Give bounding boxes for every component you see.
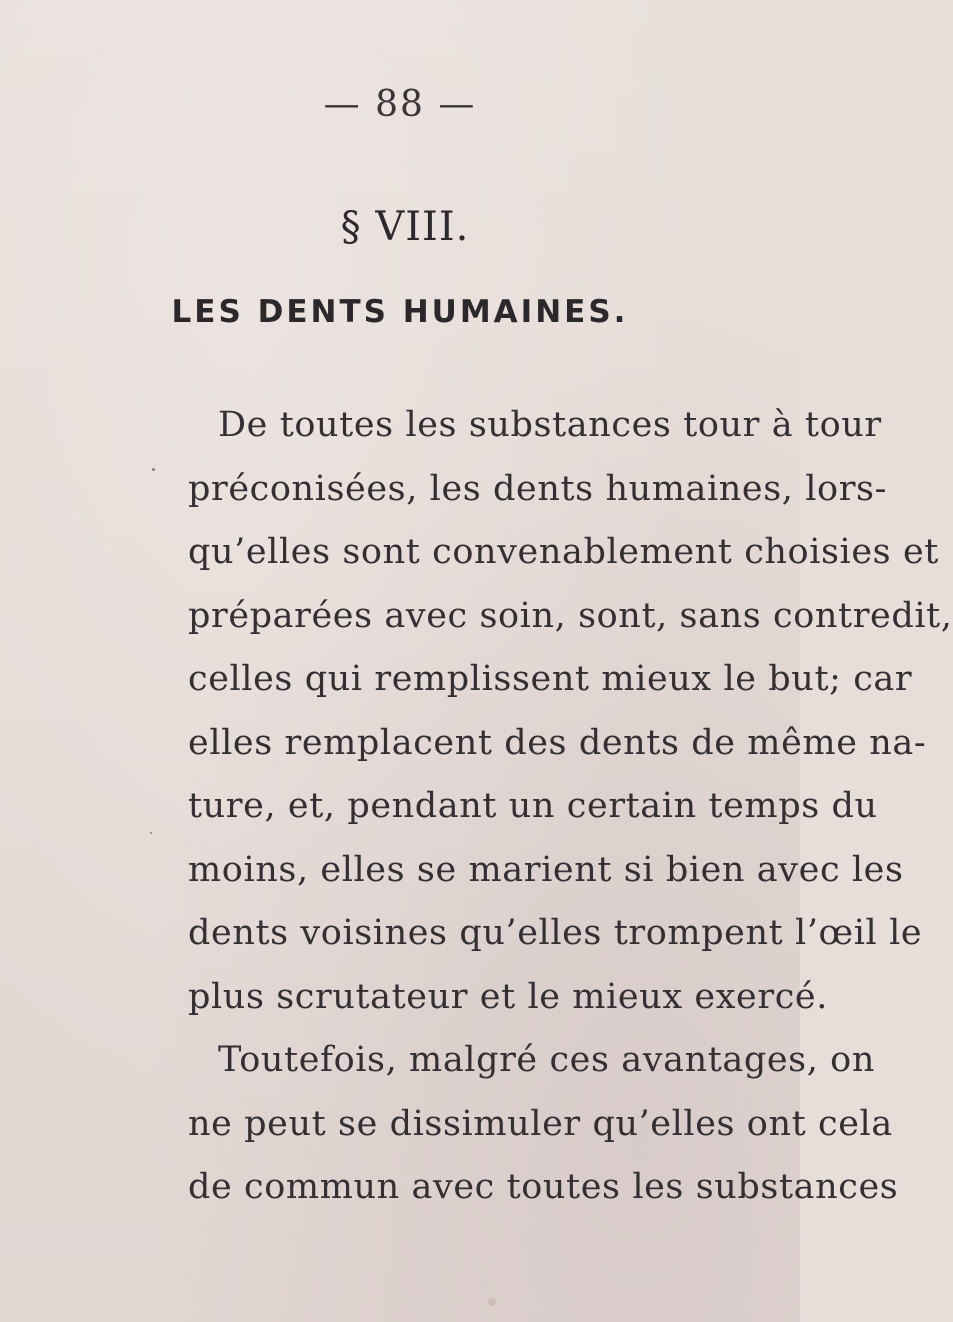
body-text [188, 394, 953, 1220]
paper-speck [488, 1298, 496, 1306]
text-line: dents voisines qu’elles trompent l’œil le [188, 913, 923, 953]
text-line: celles qui remplissent mieux le but; car [188, 659, 913, 699]
text-line: ture, et, pendant un certain temps du [188, 786, 878, 826]
text-line: ne peut se dissimuler qu’elles ont cela [188, 1103, 893, 1144]
text-line: moins, elles se marient si bien avec les [188, 849, 904, 890]
text-line: qu’elles sont convenablement choisies et [188, 532, 939, 572]
section-heading: § VIII. [340, 204, 470, 250]
text-line: préparées avec soin, sont, sans contredit, [188, 595, 953, 636]
text-line: de commun avec toutes les substances [188, 1167, 899, 1207]
text-line: préconisées, les dents humaines, lors- [188, 468, 888, 509]
text-line: Toutefois, malgré ces avantages, on [218, 1040, 875, 1080]
text-line: plus scrutateur et le mieux exercé. [188, 976, 828, 1017]
text-line: elles remplacent des dents de même na- [188, 722, 927, 763]
paper-speck [150, 832, 152, 834]
page-number: — 88 — [323, 84, 477, 125]
chapter-title: LES DENTS HUMAINES. [171, 294, 629, 330]
text-line: De toutes les substances tour à tour [218, 405, 882, 445]
paper-speck [152, 468, 155, 471]
